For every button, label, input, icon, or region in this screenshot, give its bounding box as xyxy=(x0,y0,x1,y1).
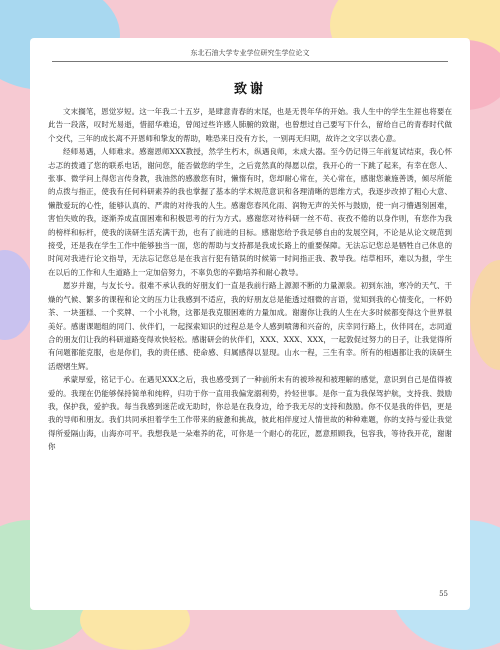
page-number: 55 xyxy=(439,590,448,598)
paragraph-2: 经师易遇，人师难求。感谢恩师XXX教授，然学生朽木，纵遇良师，未成大器。至今仍记得三年前复试结束，我心怀忐忑的拨通了您的联系电话，谢问您，能否做您的学生，之后竟然真的得愿以偿，我开心的一下跳了起来，有幸在您人、张事、微学问上得您言传身教，我油然的感激您有时，懒惰有时，您却耐心常在，关心常在，感谢您兼施善诱，倾尽所能的点拨与指正，使我有任何科研素养的我也掌握了基本的学术规范意识和各理清晰的思维方式，我逐步改掉了粗心大意、懒散爱玩的心性，能够认真的、严肃的对待我的人生。感谢您春风化雨、润物无声的关怀与鼓励，使一向刁懵遇刻困难，害怕失败的我，逐渐养成直面困难和积极思考的行为方式。感谢您对待科研一丝不苟、夜孜不倦的以身作则，有您作为我的榜样和标杆，使我的读研生活充满干劲，也有了前进的目标。感谢您给予我足够自由的发展空间，不论是从论文规范到接受，还是我在学生工作中能够独当一面，您的帮助与支持都是我成长路上的重要保障。无法忘记您总是牺牲自己休息的时间对我进行论文指导，无法忘记您总是在我言行犯有错误的时候第一时间指正我、教导我。结草相环，难以为报，学生在以后的工作和人生道路上一定加倍努力，不辜负您的辛勤培养和耐心教导。 xyxy=(48,147,452,277)
paragraph-4: 承蒙厚爱，铭记于心。在遇见XXX之后，我也感受到了一种前所未有的被珍视和被理解的感觉，意识到自己是值得被爱的。我现在仍能够保持简单和纯粹，归功于你一直用我偏宠溺利势，拎轻世事。是你一直为我保驾护航，支持我、鼓励我，保护我，爱护我。每当我感到迷茫或无助时，你总是在我身边，给予我无尽的支持和鼓励。你不仅是我的伴侣，更是我的导师和朋友。我们共同承担着学生工作带来的疲惫和挑战，彼此相伴度过人情世故的种种难题，你的支持与爱让我觉得所爱隔山海，山海亦可平。我想我是一朵难养的花，可你是一个耐心的花匠，愿意照顾我，包容我，等待我开花，谢谢你 xyxy=(48,375,452,452)
decor-blob-orange xyxy=(470,260,500,370)
page-title: 致谢 xyxy=(233,82,266,97)
paragraph-1: 文末搁笔，恩觉岁短。这一年我二十五岁，是肆意青春的末尾，也是无畏年华的开始。我人生中的学生生涯也将要在此告一段落，叹时光易逝，惜韶华难追，曾闻过些许感人肺腑的致谢，也曾想过自己要写下什么，留给自己的青春时代做个交代，三年的成长离不开恩师和挚友的帮助，唯恐来日没有方长，一别再无归期，故许之文字以表心意。 xyxy=(48,107,452,143)
document-page xyxy=(30,38,470,610)
paragraph-3: 愿岁并谢，与友长兮。很难不承认我的好朋友们一直是我前行路上源源不断的力量源泉。初到东油，寒冷的天气、干燥的气候、繁多的课程和论文的压力让我感到不适应，我的好朋友总是能透过细微的言语，觉知到我的心情变化，一杯奶茶、一块蛋糕、一个奖牌、一个小礼物，这都是我克服困难的力量加成。谢谢你让我的人生在大多时候都变得这个世界很美好。感谢课题组的同门、伙伴们，一起探索知识的过程总是令人感到喷薄和兴奋的，庆幸同行路上，伙伴同在，志同道合的朋友们让我的科研道路变得欢快轻松。感谢研会的伙伴们，XXX、XXX、XXX，一起敦促过努力的日子，让我觉得所有问题都能克服，也是你们，我的责任感、使命感、归属感得以显现。山水一程，三生有幸。所有的相遇都让我的读研生活熠熠生辉。 xyxy=(48,281,452,371)
running-header: 东北石油大学专业学位研究生学位论文 xyxy=(52,48,448,62)
